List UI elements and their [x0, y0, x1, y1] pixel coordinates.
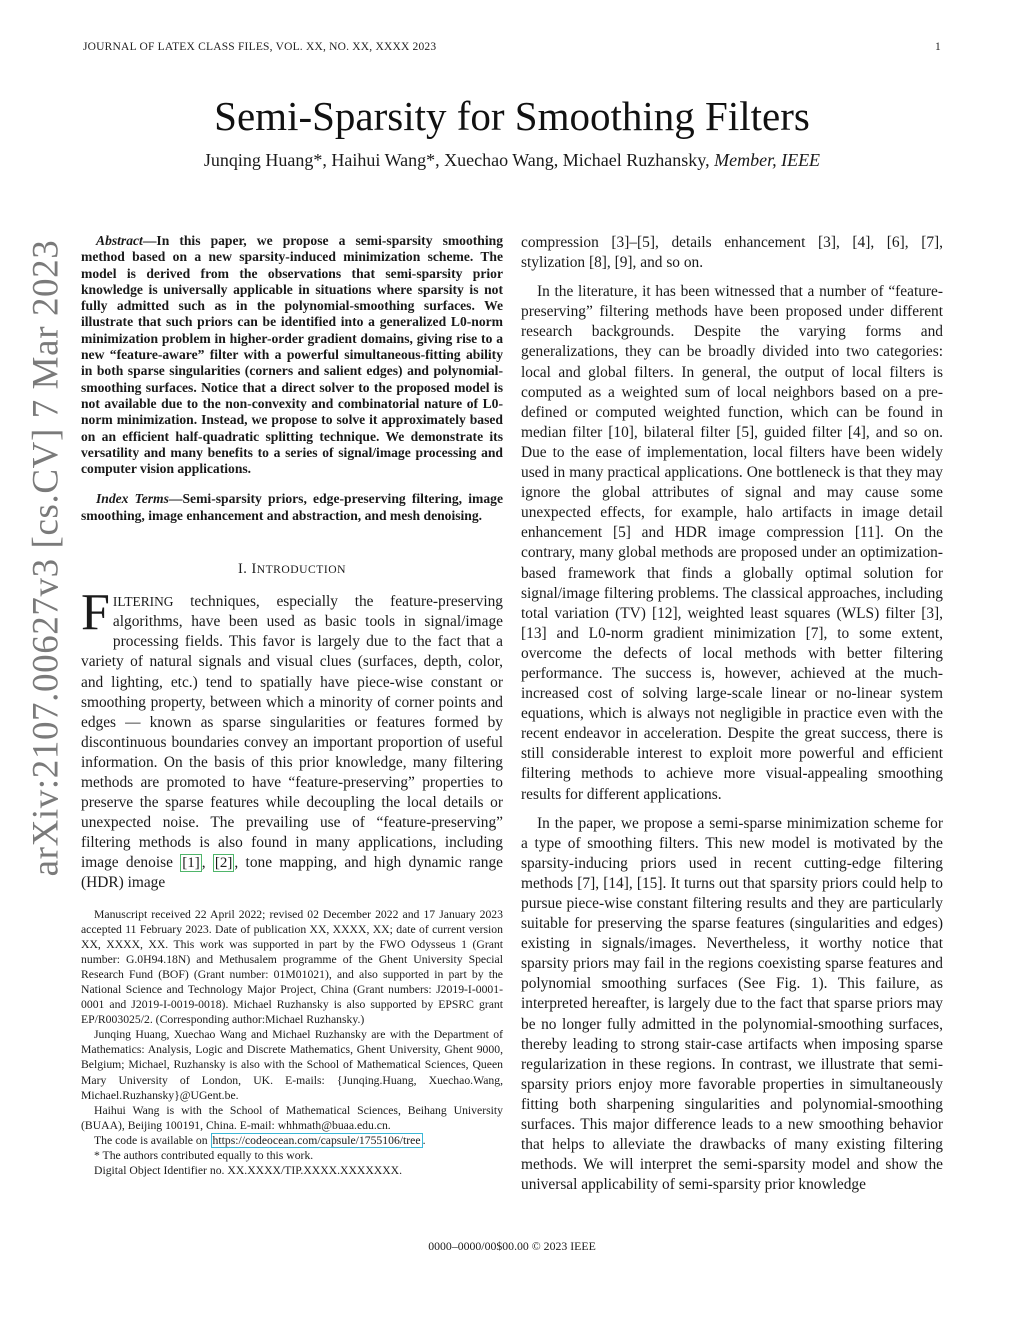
- footnote-manuscript: Manuscript received 22 April 2022; revised 02 December 2022 and 17 January 2023 accepted 11 February 2023. Date of publication XX, XXXX, XX; date of current version XX, XXXX, XX. This work was supported in part by the FWO Odysseus 1 (Grant number: G.0H94.18N) and Methusalem programme of the Ghent University Special Research Fund (BOF) (Grant number: 01M01021), and also supported in part by the National Science and Technology Major Project, China (Grant numbers: J2019-I-0001-0001 and J2019-I-0019-0018). Michael Ruzhansky is also supported by EPSRC grant EP/R003025/2. (Corresponding author:Michael Ruzhansky.): [81, 907, 503, 1027]
- copyright-footer: 0000–0000/00$00.00 © 2023 IEEE: [428, 1239, 596, 1253]
- section-heading-introduction: [81, 559, 503, 580]
- citation-link[interactable]: [2]: [214, 855, 233, 872]
- footnote-equal-contribution: * The authors contributed equally to this work.: [94, 1149, 314, 1163]
- abstract: [81, 233, 503, 477]
- arxiv-id: arXiv:2107.00627v3 [cs.CV] 7 Mar 2023: [25, 239, 67, 877]
- page-number: 1: [935, 41, 941, 53]
- running-header: [83, 41, 941, 53]
- author-list: [0, 150, 1024, 171]
- section-title-initial: I: [251, 561, 257, 578]
- abstract-body: —In this paper, we propose a semi-sparsity smoothing method based on a new sparsity-induced minimization scheme. The model is derived from the observations that semi-sparsity prior knowledge is universally applicable in situations where sparsity is not fully admitted such as in the polynomial-smoothing surfaces. We illustrate that such priors can be identified into a generalized L0-norm minimization problem in higher-order gradient domains, giving rise to a new “feature-aware” filter with a powerful simultaneous-fitting ability in both sparse singularities (corners and salient edges) and polynomial-smoothing surfaces. Notice that a direct solver to the proposed model is not available due to the non-convexity and combinatorial nature of L0-norm minimization. Instead, we propose to solve it approximately based on an efficient half-quadratic splitting technique. We demonstrate its versatility and many benefits to a series of signal/image processing and computer vision applications.: [81, 233, 503, 477]
- intro-tail: , tone mapping, and high dynamic range (HDR) image: [81, 854, 503, 892]
- footnote-affiliation: Haihui Wang is with the School of Mathematical Sciences, Beihang University (BUAA), Beijing 100191, China. E-mail: whhmath@buaa.edu.cn.: [81, 1103, 503, 1132]
- citation-separator: ,: [201, 854, 213, 872]
- index-terms-label: Index Terms: [96, 491, 169, 507]
- intro-paragraph: [81, 584, 503, 893]
- section-number: I.: [238, 561, 248, 578]
- body-paragraph: compression [3]–[5], details enhancement [3], [4], [6], [7], stylization [8], [9], and so on.: [521, 234, 943, 272]
- footnote-doi: Digital Object Identifier no. XX.XXXX/TIP.XXXX.XXXXXXX.: [94, 1164, 403, 1178]
- code-url-link[interactable]: https://codeocean.com/capsule/1755106/tree: [212, 1133, 421, 1147]
- right-column: [521, 233, 943, 1204]
- footnote-code: [81, 1133, 503, 1148]
- footnotes: [81, 907, 503, 1179]
- footnote-affiliation: Junqing Huang, Xuechao Wang and Michael Ruzhansky are with the Department of Mathematics: Analysis, Logic and Discrete Mathematics, Ghent University, Ghent 9000, Belgium; Michael, Ruzhansky is also with the School of Mathematical Sciences, Queen Mary University of London, UK. E-mails: {Junqing.Huang, Xuechao.Wang, Michael.Ruzhansky}@UGent.be.: [81, 1028, 503, 1102]
- left-column: [81, 233, 503, 1178]
- code-prefix: The code is available on: [94, 1133, 211, 1147]
- intro-body: techniques, especially the feature-preserving algorithms, have been used as basic tools in signal/image processing fields. This favor is largely due to the fact that a variety of natural signals and visual clues (surfaces, depth, color, and lighting, etc.) tend to spatially have piece-wise constant or smoothing property, between which a minority of corner points and edges — known as sparse singularities or features formed by discontinuous boundaries convey an important proportion of useful information. On the basis of this prior knowledge, many filtering methods are promoted to have “feature-preserving” properties to preserve the sparse features while decoupling the local details or unexpected noise. The prevailing use of “feature-preserving” filtering methods is also found in many applications, including image denoise: [81, 593, 503, 872]
- body-paragraph: In the literature, it has been witnessed that a number of “feature-preserving” filtering methods have been proposed under different research backgrounds. Despite the varying forms and generalizations, they can be broadly divided into two categories: local and global filters. In general, the output of local filters is computed as a weighted sum of local neighbors based on a pre-defined or computed weighted function, which can be found in median filter [10], bilateral filter [5], guided filter [4], and so on. Due to the ease of implementation, local filters have been widely used in many practical applications. One bottleneck is that they may ignore the global attributes of signal and may cause some unexpected effects, for example, halo artifacts in image detail enhancement [5] and HDR image compression [11]. On the contrary, many global methods are proposed under an optimization-based framework that finds a globally optimal solution for signal/image filtering problems. The classical approaches, including total variation (TV) [12], weighted least squares (WLS) filter [3], [13] and L0-norm gradient minimization [7], to some extent, overcome the defects of local methods with better filtering performance. The success is, however, achieved at the much-increased cost of solving large-scale linear or no-linear system equations, which is always not negligible in practice even with the recent endeavor in acceleration. Despite the great success, there is still considerable interest to exploit more powerful and efficient filtering methods to achieve more visual-appealing smoothing results for different applications.: [521, 283, 943, 803]
- author-names: Junqing Huang*, Haihui Wang*, Xuechao Wang, Michael Ruzhansky,: [203, 150, 710, 170]
- code-suffix: .: [422, 1133, 426, 1147]
- index-terms: [81, 491, 503, 524]
- member-designation: Member, IEEE: [714, 150, 821, 170]
- citation-link[interactable]: [1]: [182, 855, 200, 872]
- body-paragraph: In the paper, we propose a semi-sparse minimization scheme for a type of smoothing filters. This new model is motivated by the sparsity-inducing priors used in recent cutting-edge filtering methods [7], [14], [15]. It turns out that sparsity priors could help to pursue piece-wise constant filtering results and they are particularly suitable for preserving the sparse features (singularities and edges) existing in signals/images. Nevertheless, it worthy notice that sparsity priors may fail in the regions coexisting sparse features and polynomial smoothing surfaces (See Fig. 1). This failure, as interpreted hereafter, is largely due to the fact that sparse priors may be no longer fully admitted in the polynomial-smoothing surfaces, thereby leading to strong stair-case artifacts when imposing sparse regularization in these regions. In contrast, we illustrate that semi-sparsity priors enjoy more favorable properties in simultaneously fitting both sharpening singularities and polynomial-smoothing surfaces. This major difference leads to a new smoothing behavior that helps to alleviate the drawbacks of many existing filtering methods. We will interpret the semi-sparsity model and show the universal applicability of semi-sparsity prior knowledge: [521, 814, 943, 1194]
- paper-title: Semi-Sparsity for Smoothing Filters: [214, 93, 810, 139]
- lead-word: ILTERING: [112, 594, 174, 610]
- abstract-label: Abstract: [96, 233, 143, 248]
- arxiv-sidebar-stamp: [16, 148, 76, 968]
- journal-name: JOURNAL OF LATEX CLASS FILES, VOL. XX, NO. XX, XXXX 2023: [83, 41, 437, 53]
- drop-cap: F: [81, 584, 110, 642]
- section-title-rest: NTRODUCTION: [256, 563, 346, 577]
- index-terms-body: —Semi-sparsity priors, edge-preserving filtering, image smoothing, image enhancement and abstraction, and mesh denoising.: [81, 491, 503, 523]
